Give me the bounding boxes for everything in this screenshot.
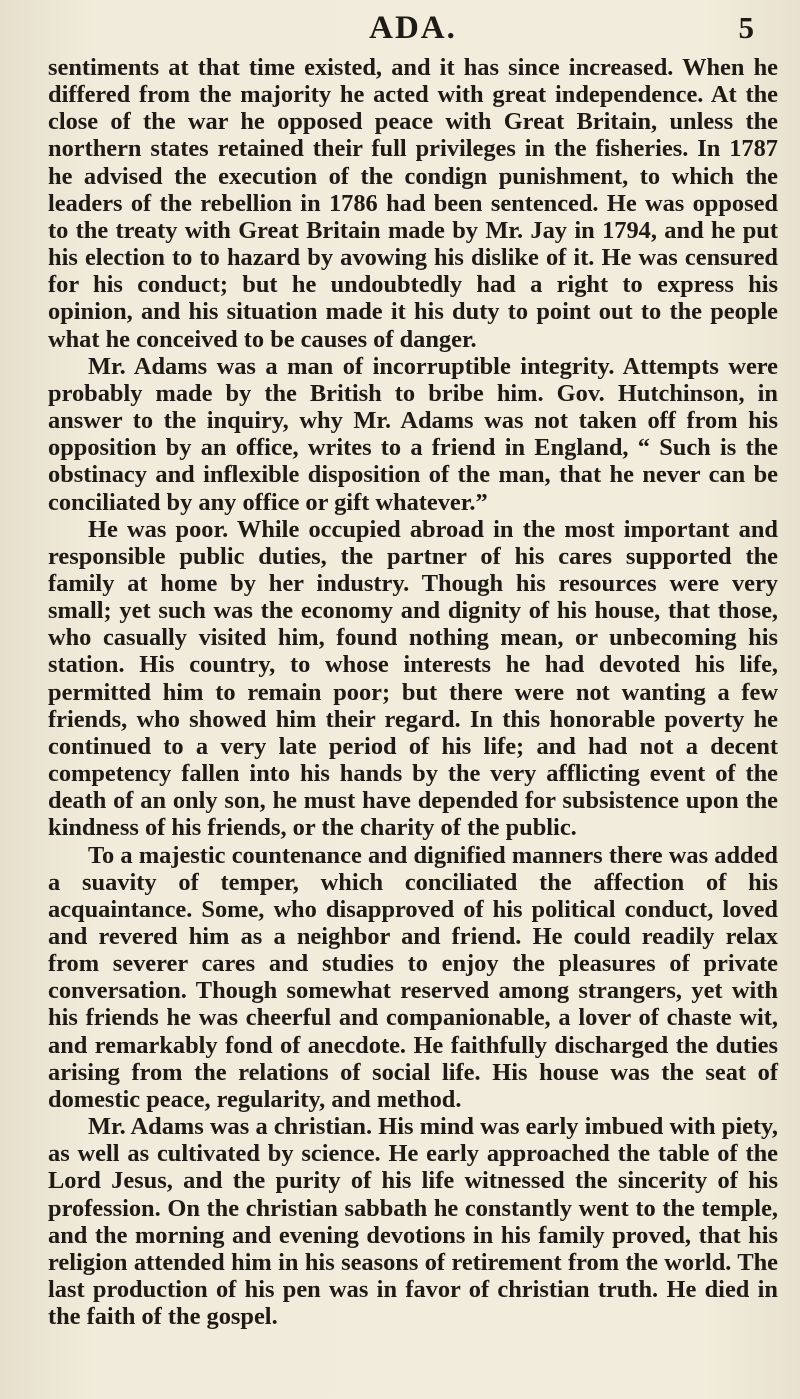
paragraph-continued: sentiments at that time existed, and it has since increased. When he differed from the majority he acted with great independence. At the close of the war he opposed peace with Great Britain, unless the northern states retained their full privileges in the fisheries. In 1787 he advised the execution of the condign punishment, to which the leaders of the rebellion in 1786 had been sentenced. He was opposed to the treaty with Great Britain made by Mr. Jay in 1794, and he put his election to to hazard by avowing his dislike of it. He was censured for his conduct; but he undoubtedly had a right to express his opinion, and his situation made it his duty to point out to the people what he conceived to be causes of danger. bbox=[48, 54, 778, 353]
page-number: 5 bbox=[738, 10, 754, 45]
paragraph: He was poor. While occupied abroad in the most important and responsible public duties, the partner of his cares supported the family at home by her industry. Though his resources were very small; yet such was the economy and dignity of his house, that those, who casually visited him, found nothing mean, or unbecoming his station. His country, to whose interests he had devoted his life, permitted him to remain poor; but there were not wanting a few friends, who showed him their regard. In this honorable poverty he continued to a very late period of his life; and had not a decent competency fallen into his hands by the very afflicting event of the death of an only son, he must have depended for subsistence upon the kindness of his friends, or the charity of the public. bbox=[48, 515, 778, 842]
body-text bbox=[48, 54, 778, 1330]
running-title: ADA. bbox=[369, 10, 457, 46]
paragraph: Mr. Adams was a man of incorruptible integrity. Attempts were probably made by the British to bribe him. Gov. Hutchinson, in answer to the inquiry, why Mr. Adams was not taken off from his opposition by an office, writes to a friend in England, “ Such is the obstinacy and inflexible disposition of the man, that he never can be conciliated by any office or gift whatever.” bbox=[48, 352, 778, 516]
paragraph: Mr. Adams was a christian. His mind was early imbued with piety, as well as cultivated by science. He early approached the table of the Lord Jesus, and the purity of his life witnessed the sincerity of his profession. On the christian sabbath he constantly went to the temple, and the morning and evening devotions in his family proved, that his religion attended him in his seasons of retirement from the world. The last production of his pen was in favor of christian truth. He died in the faith of the gospel. bbox=[48, 1113, 778, 1331]
running-head bbox=[48, 0, 778, 54]
paragraph: To a majestic countenance and dignified manners there was added a suavity of temper, which conciliated the affection of his acquaintance. Some, who disapproved of his political conduct, loved and revered him as a neighbor and friend. He could readily relax from severer cares and studies to enjoy the pleasures of private conversation. Though somewhat reserved among strangers, yet with his friends he was cheerful and companionable, a lover of chaste wit, and remarkably fond of anecdote. He faithfully discharged the duties arising from the relations of social life. His house was the seat of domestic peace, regularity, and method. bbox=[48, 841, 778, 1113]
